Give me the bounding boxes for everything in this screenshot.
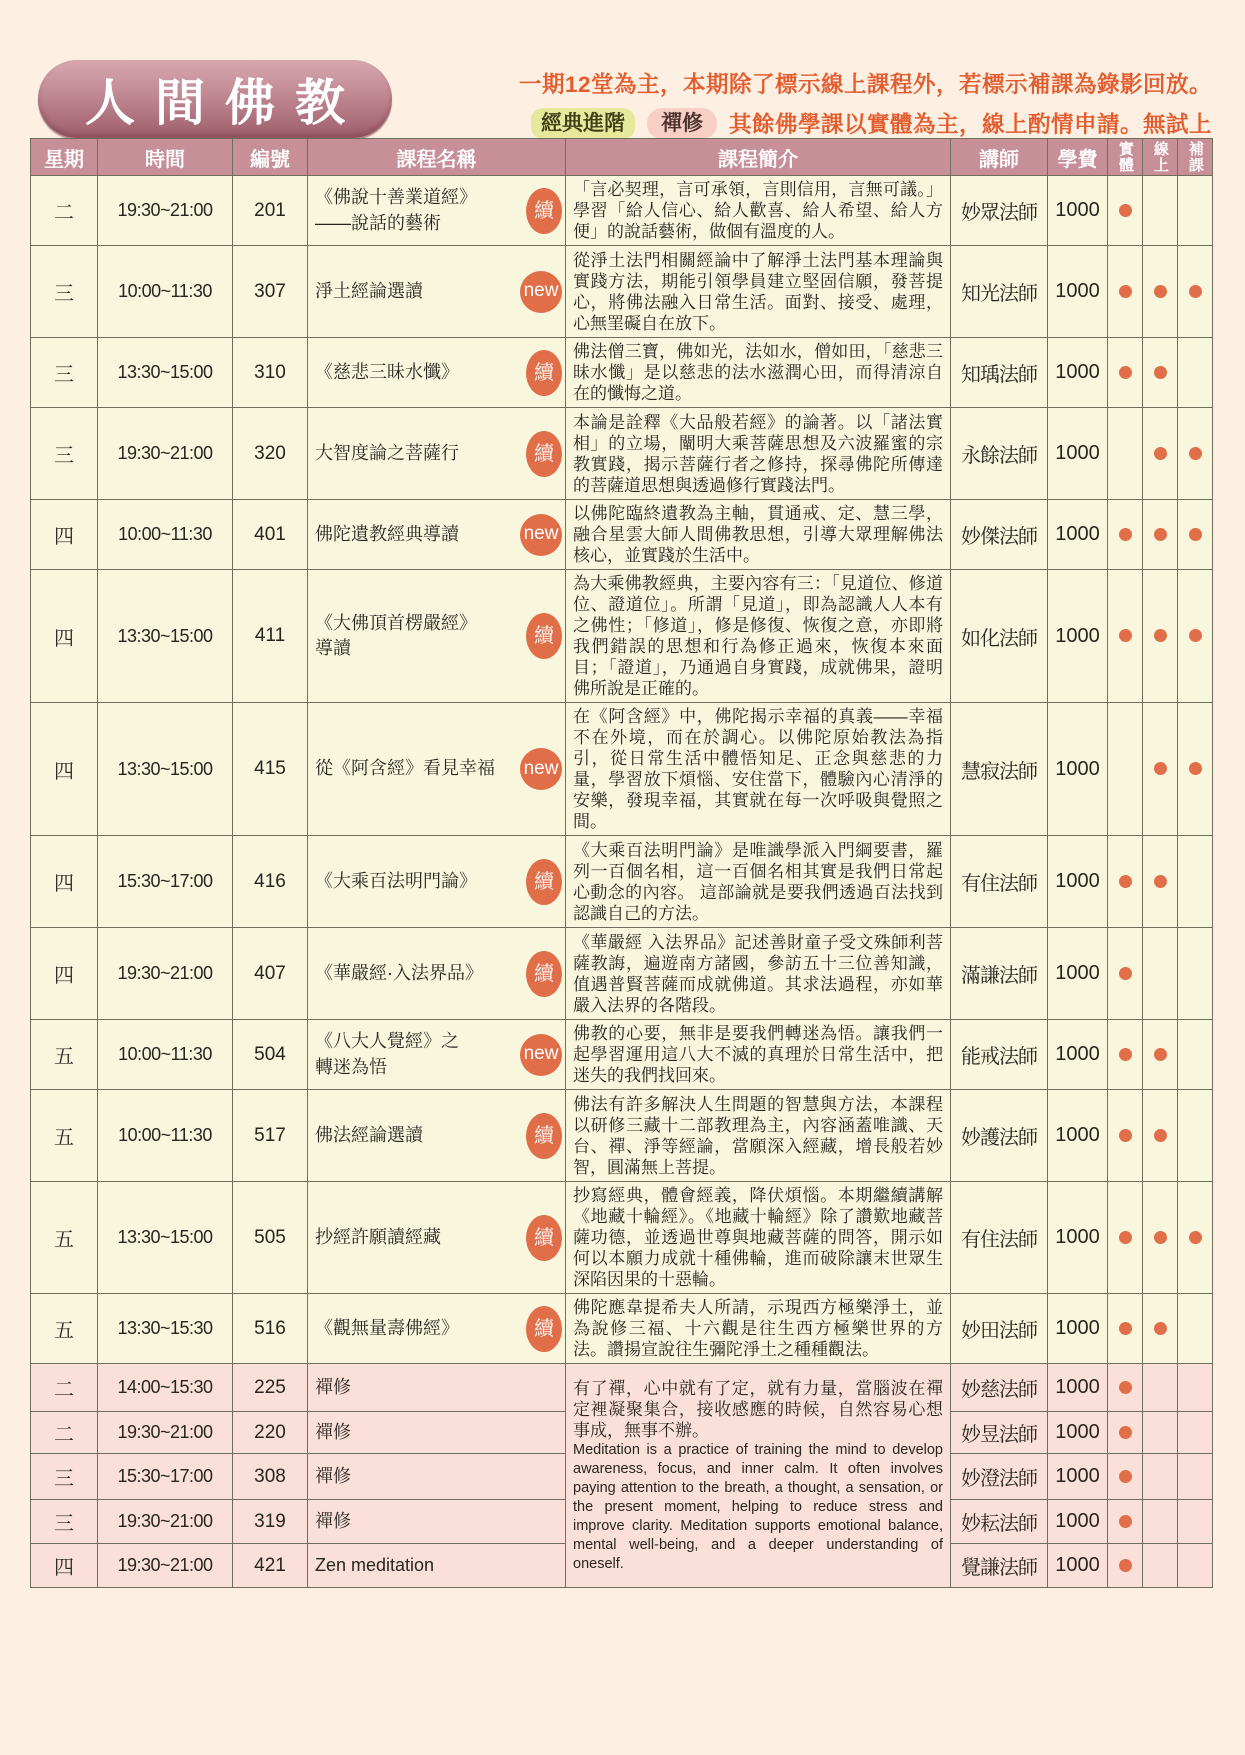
course-name-cell bbox=[308, 246, 566, 338]
makeup-dot bbox=[1189, 1231, 1202, 1244]
col-header-code: 編號 bbox=[233, 139, 308, 176]
online-dot bbox=[1154, 1129, 1167, 1142]
time-cell: 13:30~15:00 bbox=[98, 1182, 233, 1294]
continuing-course-badge: 續 bbox=[526, 1215, 562, 1261]
online-dot bbox=[1154, 1322, 1167, 1335]
course-intro-cell: 「言必契理，言可承領，言則信用，言無可議。」學習「給人信心、給人歡喜、給人希望、給人方便」的說話藝術，做個有溫度的人。 bbox=[566, 176, 951, 246]
meditation-badge: 禪修 bbox=[647, 108, 717, 139]
physical-dot bbox=[1119, 1426, 1132, 1439]
fee-cell: 1000 bbox=[1048, 246, 1108, 338]
physical-dot-cell bbox=[1108, 1090, 1143, 1182]
online-dot-cell bbox=[1143, 1294, 1178, 1364]
online-dot-cell bbox=[1143, 1500, 1178, 1544]
course-name: 抄經許願讀經藏 bbox=[315, 1226, 441, 1247]
physical-dot-cell bbox=[1108, 703, 1143, 836]
course-name-cell bbox=[308, 703, 566, 836]
table-row bbox=[31, 703, 1213, 836]
physical-dot-cell bbox=[1108, 928, 1143, 1020]
weekday-cell: 四 bbox=[31, 703, 98, 836]
table-row bbox=[31, 1020, 1213, 1090]
teacher-cell: 妙傑法師 bbox=[951, 500, 1048, 570]
time-cell: 19:30~21:00 bbox=[98, 176, 233, 246]
course-code-cell: 407 bbox=[233, 928, 308, 1020]
teacher-cell: 妙澄法師 bbox=[951, 1454, 1048, 1500]
course-code-cell: 411 bbox=[233, 570, 308, 703]
physical-dot bbox=[1119, 1048, 1132, 1061]
weekday-cell: 五 bbox=[31, 1090, 98, 1182]
online-dot-cell bbox=[1143, 1090, 1178, 1182]
physical-dot bbox=[1119, 1559, 1132, 1572]
physical-dot-cell bbox=[1108, 1182, 1143, 1294]
time-cell: 10:00~11:30 bbox=[98, 1090, 233, 1182]
course-code-cell: 320 bbox=[233, 408, 308, 500]
fee-cell: 1000 bbox=[1048, 1294, 1108, 1364]
makeup-dot-cell bbox=[1178, 1454, 1213, 1500]
course-code-cell: 416 bbox=[233, 836, 308, 928]
new-course-badge: new bbox=[520, 514, 562, 556]
online-dot-cell bbox=[1143, 338, 1178, 408]
table-row bbox=[31, 176, 1213, 246]
col-header-name: 課程名稱 bbox=[308, 139, 566, 176]
time-cell: 10:00~11:30 bbox=[98, 246, 233, 338]
weekday-cell: 五 bbox=[31, 1020, 98, 1090]
makeup-dot-cell bbox=[1178, 246, 1213, 338]
physical-dot-cell bbox=[1108, 1020, 1143, 1090]
teacher-cell: 知瑀法師 bbox=[951, 338, 1048, 408]
course-code-cell: 517 bbox=[233, 1090, 308, 1182]
makeup-dot-cell bbox=[1178, 836, 1213, 928]
makeup-dot-cell bbox=[1178, 176, 1213, 246]
note-line-2-text: 其餘佛學課以實體為主，線上酌情申請。無試上 bbox=[728, 112, 1212, 138]
header-note bbox=[470, 70, 1212, 139]
time-cell: 19:30~21:00 bbox=[98, 1544, 233, 1588]
online-dot bbox=[1154, 285, 1167, 298]
weekday-cell: 三 bbox=[31, 1500, 98, 1544]
course-code-cell: 516 bbox=[233, 1294, 308, 1364]
online-dot bbox=[1154, 366, 1167, 379]
online-dot bbox=[1154, 1231, 1167, 1244]
course-name-cell bbox=[308, 1500, 566, 1544]
teacher-cell: 妙昱法師 bbox=[951, 1412, 1048, 1454]
course-name: 《華嚴經·入法界品》 bbox=[315, 962, 483, 983]
time-cell: 14:00~15:30 bbox=[98, 1364, 233, 1412]
physical-dot bbox=[1119, 875, 1132, 888]
physical-dot-cell bbox=[1108, 1544, 1143, 1588]
course-name: 禪修 bbox=[315, 1465, 351, 1486]
course-name: 佛陀遺教經典導讀 bbox=[315, 523, 459, 544]
fee-cell: 1000 bbox=[1048, 928, 1108, 1020]
makeup-dot-cell bbox=[1178, 1020, 1213, 1090]
meditation-intro-en: Meditation is a practice of training the mind to develop awareness, focus, and inner calm. It often involves paying attention to the breath, a thought, a sensation, or the present moment, helping to reduce stress and improve clarity. Meditation supports emotional balance, mental well-being, and a deeper understanding of oneself. bbox=[573, 1441, 943, 1572]
time-cell: 15:30~17:00 bbox=[98, 1454, 233, 1500]
course-code-cell: 307 bbox=[233, 246, 308, 338]
online-dot-cell bbox=[1143, 570, 1178, 703]
course-name-cell bbox=[308, 1182, 566, 1294]
course-name-cell bbox=[308, 836, 566, 928]
continuing-course-badge: 續 bbox=[526, 1113, 562, 1159]
table-row bbox=[31, 408, 1213, 500]
course-intro-cell: 抄寫經典，體會經義，降伏煩惱。本期繼續講解《地藏十輪經》。《地藏十輪經》除了讚歎地藏菩薩功德，並透過世尊與地藏菩薩的問答，開示如何以本願力成就十種佛輪，進而破除讓末世眾生深陷因果的十惡輪。 bbox=[566, 1182, 951, 1294]
table-row bbox=[31, 1090, 1213, 1182]
makeup-dot-cell bbox=[1178, 1412, 1213, 1454]
physical-dot bbox=[1119, 1381, 1132, 1394]
meditation-intro-cell bbox=[566, 1364, 951, 1588]
makeup-dot bbox=[1189, 447, 1202, 460]
time-cell: 13:30~15:00 bbox=[98, 703, 233, 836]
col-header-makeup: 補課 bbox=[1178, 139, 1213, 176]
fee-cell: 1000 bbox=[1048, 570, 1108, 703]
teacher-cell: 如化法師 bbox=[951, 570, 1048, 703]
course-intro-cell: 為大乘佛教經典，主要內容有三：「見道位、修道位、證道位」。所謂「見道」，即為認識人人本有之佛性；「修道」，修是修復、恢復之意，亦即將我們錯誤的思想和行為修正過來，恢復本來面目；「證道」，乃通過自身實踐，成就佛果，證明佛所說是正確的。 bbox=[566, 570, 951, 703]
teacher-cell: 知光法師 bbox=[951, 246, 1048, 338]
physical-dot-cell bbox=[1108, 408, 1143, 500]
physical-dot bbox=[1119, 1231, 1132, 1244]
teacher-cell: 能戒法師 bbox=[951, 1020, 1048, 1090]
new-course-badge: new bbox=[520, 271, 562, 313]
teacher-cell: 有住法師 bbox=[951, 1182, 1048, 1294]
makeup-dot-cell bbox=[1178, 338, 1213, 408]
col-header-time: 時間 bbox=[98, 139, 233, 176]
physical-dot bbox=[1119, 1322, 1132, 1335]
course-code-cell: 505 bbox=[233, 1182, 308, 1294]
fee-cell: 1000 bbox=[1048, 1500, 1108, 1544]
table-row bbox=[31, 338, 1213, 408]
fee-cell: 1000 bbox=[1048, 500, 1108, 570]
course-name-cell bbox=[308, 338, 566, 408]
fee-cell: 1000 bbox=[1048, 176, 1108, 246]
physical-dot bbox=[1119, 1515, 1132, 1528]
physical-dot-cell bbox=[1108, 1364, 1143, 1412]
makeup-dot-cell bbox=[1178, 408, 1213, 500]
fee-cell: 1000 bbox=[1048, 338, 1108, 408]
online-dot-cell bbox=[1143, 928, 1178, 1020]
physical-dot-cell bbox=[1108, 246, 1143, 338]
course-name-cell bbox=[308, 176, 566, 246]
time-cell: 13:30~15:30 bbox=[98, 1294, 233, 1364]
note-line-2 bbox=[470, 107, 1212, 139]
course-name-cell bbox=[308, 1090, 566, 1182]
makeup-dot-cell bbox=[1178, 1544, 1213, 1588]
teacher-cell: 有住法師 bbox=[951, 836, 1048, 928]
physical-dot bbox=[1119, 204, 1132, 217]
weekday-cell: 五 bbox=[31, 1294, 98, 1364]
makeup-dot bbox=[1189, 762, 1202, 775]
course-name-cell bbox=[308, 408, 566, 500]
time-cell: 19:30~21:00 bbox=[98, 408, 233, 500]
continuing-course-badge: 續 bbox=[526, 431, 562, 477]
course-name: 《大乘百法明門論》 bbox=[315, 870, 477, 891]
time-cell: 15:30~17:00 bbox=[98, 836, 233, 928]
physical-dot bbox=[1119, 1470, 1132, 1483]
course-code-cell: 421 bbox=[233, 1544, 308, 1588]
course-name-line2: 轉迷為悟 bbox=[315, 1056, 387, 1077]
weekday-cell: 四 bbox=[31, 570, 98, 703]
physical-dot bbox=[1119, 967, 1132, 980]
online-dot bbox=[1154, 629, 1167, 642]
course-name-cell bbox=[308, 928, 566, 1020]
physical-dot bbox=[1119, 528, 1132, 541]
fee-cell: 1000 bbox=[1048, 1454, 1108, 1500]
course-name-cell bbox=[308, 1364, 566, 1412]
time-cell: 10:00~11:30 bbox=[98, 500, 233, 570]
makeup-dot-cell bbox=[1178, 1500, 1213, 1544]
course-intro-cell: 佛法有許多解決人生問題的智慧與方法，本課程以研修三藏十二部教理為主，內容涵蓋唯識、天台、禪、淨等經論，當願深入經藏，增長般若妙智，圓滿無上菩提。 bbox=[566, 1090, 951, 1182]
time-cell: 13:30~15:00 bbox=[98, 570, 233, 703]
time-cell: 13:30~15:00 bbox=[98, 338, 233, 408]
col-header-teacher: 講師 bbox=[951, 139, 1048, 176]
course-name: 《八大人覺經》之 bbox=[315, 1031, 459, 1052]
physical-dot-cell bbox=[1108, 1454, 1143, 1500]
course-intro-cell: 《華嚴經 入法界品》記述善財童子受文殊師利菩薩教誨，遍遊南方諸國，參訪五十三位善知識，值遇普賢菩薩而成就佛道。其求法過程，亦如華嚴入法界的各階段。 bbox=[566, 928, 951, 1020]
weekday-cell: 三 bbox=[31, 246, 98, 338]
course-name-cell bbox=[308, 500, 566, 570]
online-dot bbox=[1154, 1048, 1167, 1061]
fee-cell: 1000 bbox=[1048, 1364, 1108, 1412]
physical-dot bbox=[1119, 1129, 1132, 1142]
makeup-dot-cell bbox=[1178, 1364, 1213, 1412]
course-intro-cell: 在《阿含經》中，佛陀揭示幸福的真義——幸福不在外境，而在於調心。以佛陀原始教法為指引，從日常生活中體悟知足、正念與慈悲的力量，學習放下煩惱、安住當下，體驗內心清淨的安樂，發現幸福，其實就在每一次呼吸與覺照之間。 bbox=[566, 703, 951, 836]
course-code-cell: 401 bbox=[233, 500, 308, 570]
physical-dot-cell bbox=[1108, 1500, 1143, 1544]
weekday-cell: 四 bbox=[31, 836, 98, 928]
continuing-course-badge: 續 bbox=[526, 613, 562, 659]
makeup-dot-cell bbox=[1178, 1294, 1213, 1364]
course-code-cell: 504 bbox=[233, 1020, 308, 1090]
course-name: 從《阿含經》看見幸福 bbox=[315, 758, 495, 779]
course-intro-cell: 本論是詮釋《大品般若經》的論著。以「諸法實相」的立場，闡明大乘菩薩思想及六波羅蜜的宗教實踐，揭示菩薩行者之修持，探尋佛陀所傳達的菩薩道思想與透過修行實踐法門。 bbox=[566, 408, 951, 500]
fee-cell: 1000 bbox=[1048, 408, 1108, 500]
physical-dot-cell bbox=[1108, 176, 1143, 246]
course-code-cell: 308 bbox=[233, 1454, 308, 1500]
meditation-intro-zh: 有了禪，心中就有了定，就有力量，當腦波在禪定裡凝聚集合，接收感應的時候，自然容易心想事成，無事不辦。 bbox=[573, 1378, 943, 1440]
course-intro-cell: 以佛陀臨終遺教為主軸，貫通戒、定、慧三學，融合星雲大師人間佛教思想，引導大眾理解佛法核心，並實踐於生活中。 bbox=[566, 500, 951, 570]
course-table bbox=[30, 138, 1213, 1588]
online-dot bbox=[1154, 875, 1167, 888]
col-header-online: 線上 bbox=[1143, 139, 1178, 176]
teacher-cell: 覺謙法師 bbox=[951, 1544, 1048, 1588]
table-row bbox=[31, 500, 1213, 570]
makeup-dot-cell bbox=[1178, 703, 1213, 836]
col-header-physical: 實體 bbox=[1108, 139, 1143, 176]
course-intro-cell: 佛陀應韋提希夫人所請，示現西方極樂淨土，並為說修三福、十六觀是往生西方極樂世界的方法。讚揚宣說往生彌陀淨土之種種觀法。 bbox=[566, 1294, 951, 1364]
online-dot-cell bbox=[1143, 1544, 1178, 1588]
weekday-cell: 五 bbox=[31, 1182, 98, 1294]
physical-dot bbox=[1119, 629, 1132, 642]
makeup-dot bbox=[1189, 629, 1202, 642]
online-dot-cell bbox=[1143, 1182, 1178, 1294]
online-dot-cell bbox=[1143, 1364, 1178, 1412]
physical-dot-cell bbox=[1108, 500, 1143, 570]
online-dot-cell bbox=[1143, 1454, 1178, 1500]
course-code-cell: 201 bbox=[233, 176, 308, 246]
makeup-dot-cell bbox=[1178, 500, 1213, 570]
continuing-course-badge: 續 bbox=[526, 1306, 562, 1352]
fee-cell: 1000 bbox=[1048, 1090, 1108, 1182]
teacher-cell: 滿謙法師 bbox=[951, 928, 1048, 1020]
table-row bbox=[31, 1182, 1213, 1294]
online-dot-cell bbox=[1143, 1412, 1178, 1454]
weekday-cell: 二 bbox=[31, 1364, 98, 1412]
table-header bbox=[31, 139, 1213, 176]
online-dot-cell bbox=[1143, 246, 1178, 338]
weekday-cell: 二 bbox=[31, 176, 98, 246]
time-cell: 19:30~21:00 bbox=[98, 1412, 233, 1454]
physical-dot-cell bbox=[1108, 1412, 1143, 1454]
course-code-cell: 319 bbox=[233, 1500, 308, 1544]
course-name: 大智度論之菩薩行 bbox=[315, 442, 459, 463]
physical-dot-cell bbox=[1108, 338, 1143, 408]
course-intro-cell: 《大乘百法明門論》是唯識學派入門綱要書，羅列一百個名相，這一百個名相其實是我們日常起心動念的內容。 這部論就是要我們透過百法找到認識自己的方法。 bbox=[566, 836, 951, 928]
time-cell: 10:00~11:30 bbox=[98, 1020, 233, 1090]
course-name: 禪修 bbox=[315, 1510, 351, 1531]
table-row bbox=[31, 928, 1213, 1020]
course-name: 禪修 bbox=[315, 1421, 351, 1442]
weekday-cell: 四 bbox=[31, 928, 98, 1020]
course-name-cell bbox=[308, 1544, 566, 1588]
online-dot-cell bbox=[1143, 703, 1178, 836]
course-name-cell bbox=[308, 1294, 566, 1364]
teacher-cell: 妙護法師 bbox=[951, 1090, 1048, 1182]
teacher-cell: 妙耘法師 bbox=[951, 1500, 1048, 1544]
physical-dot-cell bbox=[1108, 570, 1143, 703]
note-line-1: 一期12堂為主，本期除了標示線上課程外，若標示補課為錄影回放。 bbox=[518, 72, 1212, 97]
weekday-cell: 三 bbox=[31, 1454, 98, 1500]
time-cell: 19:30~21:00 bbox=[98, 928, 233, 1020]
classic-advanced-badge: 經典進階 bbox=[531, 108, 635, 139]
continuing-course-badge: 續 bbox=[526, 951, 562, 997]
course-intro-cell: 佛法僧三寶，佛如光，法如水，僧如田，「慈悲三昧水懺」是以慈悲的法水滋潤心田，而得清涼自在的懺悔之道。 bbox=[566, 338, 951, 408]
course-name-cell bbox=[308, 1020, 566, 1090]
online-dot-cell bbox=[1143, 500, 1178, 570]
new-course-badge: new bbox=[520, 1034, 562, 1076]
fee-cell: 1000 bbox=[1048, 1544, 1108, 1588]
makeup-dot-cell bbox=[1178, 1090, 1213, 1182]
table-row bbox=[31, 1294, 1213, 1364]
continuing-course-badge: 續 bbox=[526, 859, 562, 905]
course-name: 禪修 bbox=[315, 1376, 351, 1397]
course-name: 淨土經論選讀 bbox=[315, 280, 423, 301]
course-code-cell: 220 bbox=[233, 1412, 308, 1454]
course-name: 《大佛頂首楞嚴經》 bbox=[315, 612, 477, 633]
col-header-day: 星期 bbox=[31, 139, 98, 176]
online-dot-cell bbox=[1143, 408, 1178, 500]
course-code-cell: 310 bbox=[233, 338, 308, 408]
makeup-dot bbox=[1189, 528, 1202, 541]
teacher-cell: 妙眾法師 bbox=[951, 176, 1048, 246]
teacher-cell: 妙田法師 bbox=[951, 1294, 1048, 1364]
online-dot-cell bbox=[1143, 176, 1178, 246]
online-dot bbox=[1154, 762, 1167, 775]
weekday-cell: 三 bbox=[31, 408, 98, 500]
table-row bbox=[31, 836, 1213, 928]
makeup-dot-cell bbox=[1178, 928, 1213, 1020]
online-dot bbox=[1154, 528, 1167, 541]
course-name: 《觀無量壽佛經》 bbox=[315, 1317, 459, 1338]
makeup-dot-cell bbox=[1178, 570, 1213, 703]
course-name: 佛法經論選讀 bbox=[315, 1124, 423, 1145]
course-name-cell bbox=[308, 1454, 566, 1500]
weekday-cell: 二 bbox=[31, 1412, 98, 1454]
weekday-cell: 四 bbox=[31, 500, 98, 570]
teacher-cell: 慧寂法師 bbox=[951, 703, 1048, 836]
course-name: 《佛說十善業道經》 bbox=[315, 187, 477, 208]
continuing-course-badge: 續 bbox=[526, 188, 562, 234]
makeup-dot-cell bbox=[1178, 1182, 1213, 1294]
weekday-cell: 四 bbox=[31, 1544, 98, 1588]
time-cell: 19:30~21:00 bbox=[98, 1500, 233, 1544]
online-dot-cell bbox=[1143, 836, 1178, 928]
physical-dot bbox=[1119, 366, 1132, 379]
table-row bbox=[31, 570, 1213, 703]
new-course-badge: new bbox=[520, 748, 562, 790]
course-code-cell: 415 bbox=[233, 703, 308, 836]
col-header-intro: 課程簡介 bbox=[566, 139, 951, 176]
fee-cell: 1000 bbox=[1048, 836, 1108, 928]
col-header-fee: 學費 bbox=[1048, 139, 1108, 176]
course-intro-cell: 從淨土法門相關經論中了解淨土法門基本理論與實踐方法，期能引領學員建立堅固信願，發菩提心，將佛法融入日常生活。面對、接受、處理，心無罣礙自在放下。 bbox=[566, 246, 951, 338]
physical-dot-cell bbox=[1108, 1294, 1143, 1364]
course-name-line2: 導讀 bbox=[315, 638, 351, 658]
page-title: 人間佛教 bbox=[38, 60, 392, 138]
teacher-cell: 妙慈法師 bbox=[951, 1364, 1048, 1412]
physical-dot bbox=[1119, 285, 1132, 298]
fee-cell: 1000 bbox=[1048, 1182, 1108, 1294]
continuing-course-badge: 續 bbox=[526, 350, 562, 396]
online-dot-cell bbox=[1143, 1020, 1178, 1090]
course-name-line2: ——說話的藝術 bbox=[315, 212, 441, 233]
physical-dot-cell bbox=[1108, 836, 1143, 928]
course-name: 《慈悲三昧水懺》 bbox=[315, 361, 459, 382]
fee-cell: 1000 bbox=[1048, 1412, 1108, 1454]
fee-cell: 1000 bbox=[1048, 703, 1108, 836]
table-row bbox=[31, 1364, 1213, 1412]
fee-cell: 1000 bbox=[1048, 1020, 1108, 1090]
course-name: Zen meditation bbox=[315, 1554, 435, 1575]
course-intro-cell: 佛教的心要，無非是要我們轉迷為悟。讓我們一起學習運用這八大不滅的真理於日常生活中，把迷失的我們找回來。 bbox=[566, 1020, 951, 1090]
makeup-dot bbox=[1189, 285, 1202, 298]
course-name-cell bbox=[308, 1412, 566, 1454]
table-body bbox=[31, 176, 1213, 1588]
course-name-cell bbox=[308, 570, 566, 703]
table-row bbox=[31, 246, 1213, 338]
teacher-cell: 永餘法師 bbox=[951, 408, 1048, 500]
course-code-cell: 225 bbox=[233, 1364, 308, 1412]
weekday-cell: 三 bbox=[31, 338, 98, 408]
online-dot bbox=[1154, 447, 1167, 460]
